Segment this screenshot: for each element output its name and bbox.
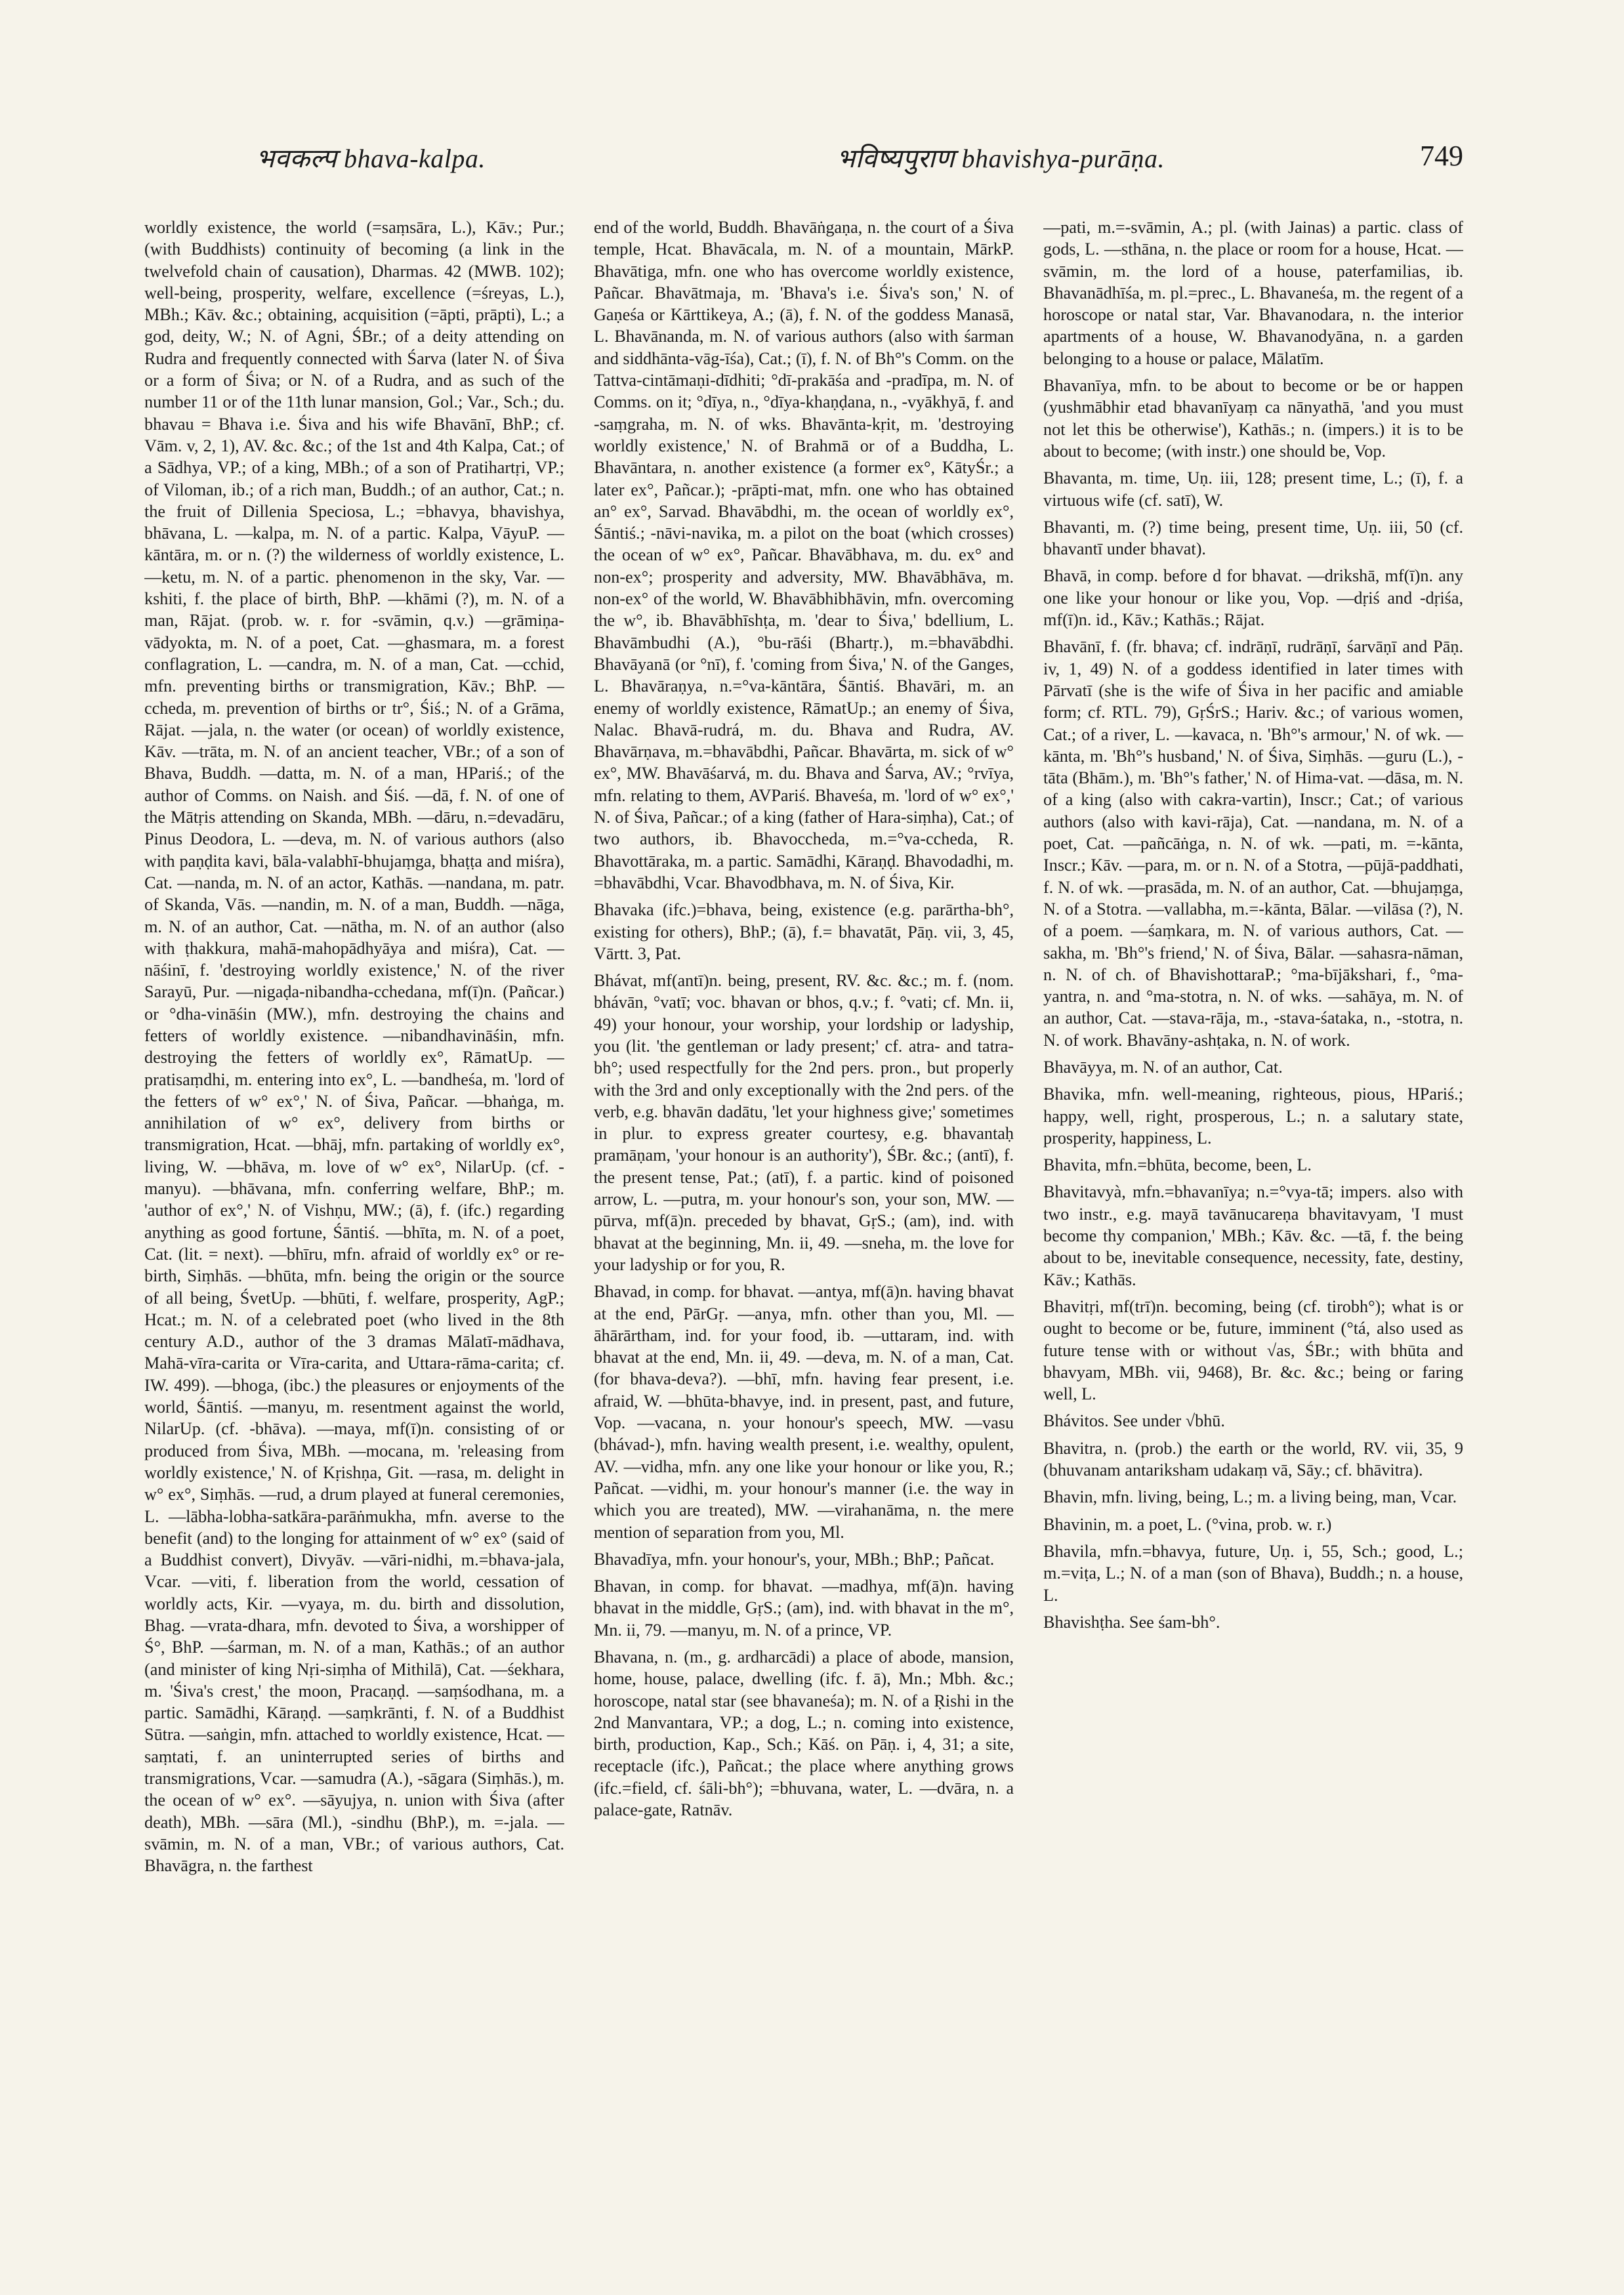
dictionary-entry: Bhavitavyà, mfn.=bhavanīya; n.=°vya-tā; impers. also with two instr., e.g. mayā tavānucareṇa bhavitavyam, 'I must become thy companion,' MBh.; Kāv. &c. —tā, f. the being about to be, inevitable consequence, necessity, fate, destiny, Kāv.; Kathās. [1043, 1182, 1463, 1289]
dictionary-entry: Bhavadīya, mfn. your honour's, your, MBh.; BhP.; Pañcat. [594, 1549, 995, 1569]
text-columns [144, 217, 1463, 2198]
dictionary-entry: —pati, m.=-svāmin, A.; pl. (with Jainas) a partic. class of gods, L. —sthāna, n. the place or room for a house, Hcat. —svāmin, m. the lord of a house, paterfamilias, ib. Bhavanādhīśa, m. pl.=prec., L. Bhavaneśa, m. the regent of a horoscope or natal star, Var. Bhavanodara, n. the interior apartments of a house, W. Bhavanodyāna, n. a garden belonging to a house or palace, Mālatīm. [1043, 218, 1463, 368]
dictionary-entry: Bhavaka (ifc.)=bhava, being, existence (e.g. parārtha-bh°, existing for others), BhP.; (ā), f.= bhavatāt, Pāṇ. vii, 3, 45, Vārtt. 3, Pat. [594, 900, 1014, 963]
dictionary-entry: Bhavanīya, mfn. to be about to become or be or happen (yushmābhir etad bhavanīyaṃ ca nānyathā, 'and you must not let this be otherwise'), Kathās.; n. (impers.) it is to be about to become; (with instr.) one should be, Vop. [1043, 376, 1463, 461]
dictionary-entry: Bhavita, mfn.=bhūta, become, been, L. [1043, 1155, 1312, 1175]
running-header [144, 139, 1463, 192]
dictionary-entry: Bhavanta, m. time, Uṇ. iii, 128; present time, L.; (ī), f. a virtuous wife (cf. satī), W. [1043, 468, 1463, 510]
dictionary-entry: Bhávat, mf(antī)n. being, present, RV. &c. &c.; m. f. (nom. bhávān, °vatī; voc. bhavan or bhos, q.v.; f. °vati; cf. Mn. ii, 49) your honour, your worship, your lordship or ladyship, you (lit. 'the gentleman or lady present;' cf. atra- and tatra-bh°; used respectfully for the 2nd pers. pron., but properly with the 3rd and only exceptionally with the 2nd pers. of the verb, e.g. bhavān dadātu, 'let your highness give;' sometimes in plur. to express greater courtesy, e.g. bhavantaḥ pramāṇam, 'your honour is an authority'), ŚBr. &c.; (antī), f. the present tense, Pat.; (atī), f. a partic. kind of poisoned arrow, L. —putra, m. your honour's son, your son, MW. —pūrva, mf(ā)n. preceded by bhavat, GṛS.; (am), ind. with bhavat at the beginning, Mn. ii, 49. —sneha, m. the love for your ladyship or for you, R. [594, 971, 1014, 1274]
dictionary-entry: Bhavitṛi, mf(trī)n. becoming, being (cf. tirobh°); what is or ought to become or be, future, imminent (°tá, also used as future tense with or without √as, ŚBr.; with bhūta and bhavyam, MBh. vii, 9468), Br. &c. &c.; being or faring well, L. [1043, 1296, 1463, 1404]
dictionary-entry: Bhavika, mfn. well-meaning, righteous, pious, HPariś.; happy, well, right, prosperous, L.; n. a salutary state, prosperity, happiness, L. [1043, 1085, 1463, 1148]
column-3 [1043, 217, 1463, 2198]
dictionary-entry: worldly existence, the world (=saṃsāra, L.), Kāv.; Pur.; (with Buddhists) continuity of becoming (a link in the twelvefold chain of causation), Dharmas. 42 (MWB. 102); well-being, prosperity, welfare, excellence (=śreyas, L.), MBh.; Kāv. &c.; obtaining, acquisition (=āpti, prāpti), L.; a god, deity, W.; N. of Agni, ŚBr.; of a deity attending on Rudra and frequently connected with Śarva (later N. of Śiva or a form of Śiva; or N. of a Rudra, and as such of the number 11 or of the 11th lunar mansion, Gol.; Var., Sch.; du. bhavau = Bhava i.e. Śiva and his wife Bhavānī, BhP.; cf. Vām. v, 2, 1), AV. &c. &c.; of the 1st and 4th Kalpa, Cat.; of a Sādhya, VP.; of a king, MBh.; of a son of Pratihartṛi, VP.; of Viloman, ib.; of a rich man, Buddh.; of an author, Cat.; n. the fruit of Dillenia Speciosa, L.; =bhavya, bhavishya, bhāvana, L. —kalpa, m. N. of a partic. Kalpa, VāyuP. —kāntāra, m. or n. (?) the wilderness of worldly existence, L. —ketu, m. N. of a partic. phenomenon in the sky, Var. —kshiti, f. the place of birth, BhP. —khāmi (?), m. N. of a man, Rājat. (prob. w. r. for -svāmin, q.v.) —grāmiṇa-vādyokta, m. N. of a poet, Cat. —ghasmara, m. a forest conflagration, L. —candra, m. N. of a man, Cat. —cchid, mfn. preventing births or transmigration, Kāv.; BhP. —ccheda, m. prevention of births or tr°, Śiś.; N. of a Grāma, Rājat. —jala, n. the water (or ocean) of worldly existence, Kāv. —trāta, m. N. of an ancient teacher, VBr.; of a son of Bhava, Buddh. —datta, m. N. of a man, HPariś.; of the author of Comms. on Naish. and Śiś. —dā, f. N. of one of the Mātṛis attending on Skanda, MBh. —dāru, n.=devadāru, Pinus Deodora, L. —deva, m. N. of various authors (also with paṇḍita kavi, bāla-valabhī-bhujaṃga, bhaṭṭa and miśra), Cat. —nanda, m. N. of an actor, Kathās. —nandana, m. patr. of Skanda, Vās. —nandin, m. N. of a man, Buddh. —nāga, m. N. of an author, Cat. —nātha, m. N. of an author (also with ṭhakkura, mahā-mahopādhyāya and miśra), Cat. —nāśinī, f. 'destroying worldly existence,' N. of the river Sarayū, Pur. —nigaḍa-nibandha-cchedana, mf(ī)n. (Pañcar.) or °dha-vināśin (MW.), mfn. destroying the chains and fetters of worldly existence. —nibandhavināśin, mfn. destroying the fetters of worldly ex°, RāmatUp. —pratisaṃdhi, m. entering into ex°, L. —bandheśa, m. 'lord of the fetters of w° ex°,' N. of Śiva, Pañcar. —bhaṅga, m. annihilation of w° ex°, delivery from births or transmigration, Hcat. —bhāj, mfn. partaking of worldly ex°, living, W. —bhāva, m. love of w° ex°, NilarUp. (cf. -manyu). —bhāvana, mfn. conferring welfare, BhP.; m. 'author of ex°,' N. of Vishṇu, MW.; (ā), f. (ifc.) regarding anything as good fortune, Śāntiś. —bhīta, m. N. of a poet, Cat. (lit. = next). —bhīru, mfn. afraid of worldly ex° or re-birth, Siṃhās. —bhūta, mfn. being the origin or the source of all being, ŚvetUp. —bhūti, f. welfare, prosperity, AgP.; Hcat.; m. N. of a celebrated poet (who lived in the 8th century A.D., author of the 3 dramas Mālatī-mādhava, Mahā-vīra-carita or Vīra-carita, and Uttara-rāma-carita; cf. IW. 499). —bhoga, (ibc.) the pleasures or enjoyments of the world, Śāntiś. —manyu, m. resentment against the world, NilarUp. (cf. -bhāva). —maya, mf(ī)n. consisting of or produced from Śiva, MBh. —mocana, m. 'releasing from worldly existence,' N. of Kṛishṇa, Git. —rasa, m. delight in w° ex°, Siṃhās. —rud, a drum played at funeral ceremonies, L. —lābha-lobha-satkāra-parāṅmukha, mfn. averse to the benefit (and) to the longing for attainment of w° ex° (said of a Buddhist convert), Divyāv. —vāri-nidhi, m.=bhava-jala, Vcar. —viti, f. liberation from the world, cessation of worldly acts, Kir. —vyaya, m. du. birth and dissolution, Bhag. —vrata-dhara, mfn. devoted to Śiva, a worshipper of Ś°, BhP. —śarman, m. N. of a man, Kathās.; of an author (and minister of king Nṛi-siṃha of Mithilā), Cat. —śekhara, m. 'Śiva's crest,' the moon, Pracaṇḍ. —saṃśodhana, m. a partic. Samādhi, Kāraṇḍ. —saṃkrānti, f. N. of a Buddhist Sūtra. —saṅgin, mfn. attached to worldly existence, Hcat. —saṃtati, f. an uninterrupted series of births and transmigrations, Vcar. —samudra (A.), -sāgara (Siṃhās.), m. the ocean of w° ex°. —sāyujya, n. union with Śiva (after death), MBh. —sāra (Ml.), -sindhu (BhP.), m. =-jala. —svāmin, m. N. of a man, VBr.; of various authors, Cat. Bhavāgra, n. the farthest [144, 218, 564, 1876]
dictionary-entry: Bhavin, mfn. living, being, L.; m. a living being, man, Vcar. [1043, 1487, 1457, 1507]
dictionary-entry: Bhavanti, m. (?) time being, present time, Uṇ. iii, 50 (cf. bhavantī under bhavat). [1043, 517, 1463, 559]
dictionary-entry: Bhavan, in comp. for bhavat. —madhya, mf(ā)n. having bhavat in the middle, GṛS.; (am), ind. with bhavat in the m°, Mn. ii, 79. —manyu, m. N. of a prince, VP. [594, 1577, 1014, 1640]
header-right-headword: भविष्यपुराण bhavishya-purāṇa. [837, 144, 1165, 173]
dictionary-entry: Bhavad, in comp. for bhavat. —antya, mf(ā)n. having bhavat at the end, PārGṛ. —anya, mfn. other than you, Ml. —āhārārtham, ind. for your food, ib. —uttaram, ind. with bhavat at the end, Mn. ii, 49. —deva, m. N. of a man, Cat. (for bhava-deva?). —bhī, mfn. having fear present, i.e. afraid, W. —bhūta-bhavye, ind. in present, past, and future, Vop. —vacana, n. your honour's speech, MW. —vasu (bhávad-), mfn. having wealth present, i.e. wealthy, opulent, AV. —vidha, mfn. any one like your honour or like you, R.; Pañcat. —vidhi, m. your honour's manner (i.e. the way in which you are treated), MW. —virahanāma, n. the mere mention of separation from you, Ml. [594, 1282, 1014, 1542]
dictionary-entry: Bhavila, mfn.=bhavya, future, Uṇ. i, 55, Sch.; good, L.; m.=viṭa, L.; N. of a man (son of Bhava), Buddh.; n. a house, L. [1043, 1541, 1463, 1605]
dictionary-entry: Bhavinin, m. a poet, L. (°vina, prob. w. r.) [1043, 1514, 1332, 1534]
dictionary-entry: Bhavitra, n. (prob.) the earth or the world, RV. vii, 35, 9 (bhuvanam antariksham udakaṃ vā, Sāy.; cf. bhāvitra). [1043, 1438, 1463, 1480]
column-1 [144, 217, 564, 2198]
page-number: 749 [1420, 140, 1463, 172]
header-left-headword: भवकल्प bhava-kalpa. [256, 144, 486, 173]
dictionary-entry: end of the world, Buddh. Bhavāṅgaṇa, n. the court of a Śiva temple, Hcat. Bhavācala, m. N. of a mountain, MārkP. Bhavātiga, mfn. one who has overcome worldly existence, Pañcar. Bhavātmaja, m. 'Bhava's i.e. Śiva's son,' N. of Gaṇeśa or Kārttikeya, A.; (ā), f. N. of the goddess Manasā, L. Bhavānanda, m. N. of various authors (also with śarman and siddhānta-vāg-īśa), Cat.; (ī), f. N. of Bh°'s Comm. on the Tattva-cintāmaṇi-dīdhiti; °dī-prakāśa and -pradīpa, m. N. of Comms. on it; °dīya, n., °dīya-khaṇḍana, n., -vyākhyā, f. and -saṃgraha, m. N. of wks. Bhavānta-kṛit, m. 'destroying worldly existence,' N. of Brahmā or of a Buddha, L. Bhavāntara, n. another existence (a former ex°, KātyŚr.; a later ex°, Pañcar.); -prāpti-mat, mfn. one who has obtained an° ex°, Sarvad. Bhavābdhi, m. the ocean of worldly ex°, Śāntiś.; -nāvi-navika, m. a pilot on the boat (which crosses) the ocean of w° ex°, Pañcar. Bhavābhava, m. du. ex° and non-ex°; prosperity and adversity, MW. Bhavābhāva, m. non-ex° of the world, W. Bhavābhibhāvin, mfn. overcoming the w°, ib. Bhavābhīshṭa, m. 'dear to Śiva,' bdellium, L. Bhavāmbudhi (A.), °bu-rāśi (Bhartṛ.), m.=bhavābdhi. Bhavāyanā (or °nī), f. 'coming from Śiva,' N. of the Ganges, L. Bhavāraṇya, n.=°va-kāntāra, Śāntiś. Bhavāri, m. an enemy of worldly existence, RāmatUp.; an enemy of Śiva, Nalac. Bhavā-rudrá, m. du. Bhava and Rudra, AV. Bhavārṇava, m.=bhavābdhi, Pañcar. Bhavārta, m. sick of w° ex°, MW. Bhavāśarvá, m. du. Bhava and Śarva, AV.; °rvīya, mfn. relating to them, AVPariś. Bhaveśa, m. 'lord of w° ex°,' N. of Śiva, Pañcar.; of a king (father of Hara-siṃha), Cat.; of two authors, ib. Bhavoccheda, m.=°va-ccheda, R. Bhavottāraka, m. a partic. Samādhi, Kāraṇḍ. Bhavodadhi, m. =bhavābdhi, Vcar. Bhavodbhava, m. N. of Śiva, Kir. [594, 218, 1014, 892]
dictionary-entry: Bhavāyya, m. N. of an author, Cat. [1043, 1057, 1283, 1077]
dictionary-entry: Bhavana, n. (m., g. ardharcādi) a place of abode, mansion, home, house, palace, dwelling (ifc. f. ā), Mn.; Mbh. &c.; horoscope, natal star (see bhavaneśa); m. N. of a Ṛishi in the 2nd Manvantara, VP.; a dog, L.; n. coming into existence, birth, production, Kap., Sch.; Kāś. on Pāṇ. i, 4, 31; a site, receptacle (ifc.), Pañcat.; the place where anything grows (ifc.=field, cf. śāli-bh°); =bhuvana, water, L. —dvāra, n. a palace-gate, Ratnāv. [594, 1647, 1014, 1820]
dictionary-entry: Bhávitos. See under √bhū. [1043, 1411, 1225, 1431]
dictionary-entry: Bhavā, in comp. before d for bhavat. —drikshā, mf(ī)n. any one like your honour or like you, Vop. —dṛiś and -dṛiśa, mf(ī)n. id., Kāv.; Kathās.; Rājat. [1043, 566, 1463, 630]
dictionary-entry: Bhavishṭha. See śam-bh°. [1043, 1612, 1220, 1632]
column-2 [594, 217, 1014, 2198]
dictionary-entry: Bhavānī, f. (fr. bhava; cf. indrāṇī, rudrāṇī, śarvāṇī and Pāṇ. iv, 1, 49) N. of a goddess identified in later times with Pārvatī (she is the wife of Śiva in her pacific and amiable form; cf. RTL. 79), GṛŚrS.; Hariv. &c.; of various women, Cat.; of a river, L. —kavaca, n. 'Bh°'s armour,' N. of wk. —kānta, m. 'Bh°'s husband,' N. of Śiva, Siṃhās. —guru (L.), -tāta (Bhām.), m. 'Bh°'s father,' N. of Hima-vat. —dāsa, m. N. of a king (also with cakra-vartin), Inscr.; Cat.; of various authors (also with kavi-rāja), Cat. —nandana, m. N. of a poet, Cat. —pañcāṅga, n. N. of wk. —pati, m. =-kānta, Inscr.; Kāv. —para, m. or n. N. of a Stotra, —pūjā-paddhati, f. N. of wk. —prasāda, m. N. of an author, Cat. —bhujaṃga, N. of a Stotra. —vallabha, m.=-kānta, Bālar. —vilāsa (?), N. of a poem. —śaṃkara, m. N. of various authors, Cat. —sakha, m. 'Bh°'s friend,' N. of Śiva, Bālar. —sahasra-nāman, n. N. of ch. of BhavishottaraP.; °ma-bījākshari, f., °ma-yantra, n. and °ma-stotra, n. N. of wks. —sahāya, m. N. of an author, Cat. —stava-rāja, m., -stava-śataka, n., -stotra, n. N. of work. Bhavāny-ashṭaka, n. N. of work. [1043, 637, 1463, 1050]
